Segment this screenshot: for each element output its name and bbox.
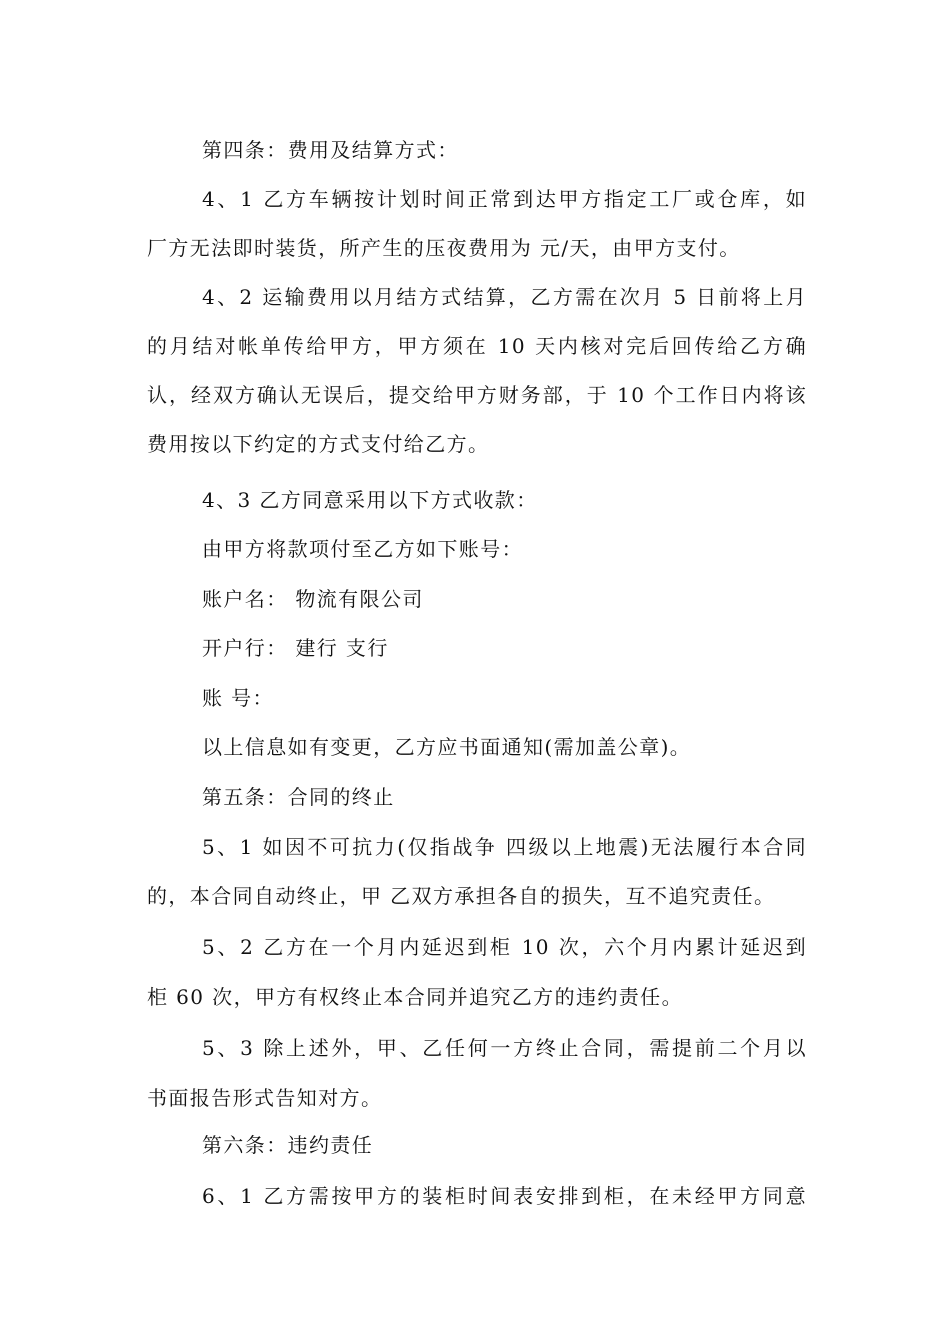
- article-6-heading: 第六条：违约责任: [202, 1133, 374, 1157]
- clause-6-1-line-1: 6、1 乙方需按甲方的装柜时间表安排到柜，在未经甲方同意: [202, 1184, 807, 1208]
- clause-5-1-line-1: 5、1 如因不可抗力(仅指战争 四级以上地震)无法履行本合同: [202, 835, 807, 859]
- clause-4-2-line-4: 费用按以下约定的方式支付给乙方。: [147, 432, 490, 456]
- article-5-heading: 第五条：合同的终止: [202, 785, 395, 809]
- clause-4-1-line-1: 4、1 乙方车辆按计划时间正常到达甲方指定工厂或仓库，如: [202, 187, 807, 211]
- clause-5-1-line-2: 的，本合同自动终止，甲 乙双方承担各自的损失，互不追究责任。: [147, 884, 776, 908]
- clause-5-3-line-2: 书面报告形式告知对方。: [147, 1086, 383, 1110]
- clause-4-1-line-2: 厂方无法即时装货，所产生的压夜费用为 元/天，由甲方支付。: [147, 236, 741, 260]
- account-number: 账 号：: [202, 686, 274, 710]
- clause-4-3: 4、3 乙方同意采用以下方式收款：: [202, 488, 538, 512]
- change-notice: 以上信息如有变更，乙方应书面通知(需加盖公章)。: [202, 735, 692, 759]
- payment-instruction: 由甲方将款项付至乙方如下账号：: [202, 537, 523, 561]
- clause-5-2-line-1: 5、2 乙方在一个月内延迟到柜 10 次，六个月内累计延迟到: [202, 935, 807, 959]
- clause-4-2-line-2: 的月结对帐单传给甲方，甲方须在 10 天内核对完后回传给乙方确: [147, 334, 807, 358]
- bank-branch: 开户行： 建行 支行: [202, 636, 389, 660]
- clause-4-2-line-3: 认，经双方确认无误后，提交给甲方财务部，于 10 个工作日内将该: [147, 383, 807, 407]
- article-4-heading: 第四条：费用及结算方式：: [202, 138, 459, 162]
- clause-5-3-line-1: 5、3 除上述外，甲、乙任何一方终止合同，需提前二个月以: [202, 1036, 807, 1060]
- account-name: 账户名： 物流有限公司: [202, 587, 424, 611]
- clause-4-2-line-1: 4、2 运输费用以月结方式结算，乙方需在次月 5 日前将上月: [202, 285, 807, 309]
- clause-5-2-line-2: 柜 60 次，甲方有权终止本合同并追究乙方的违约责任。: [147, 985, 683, 1009]
